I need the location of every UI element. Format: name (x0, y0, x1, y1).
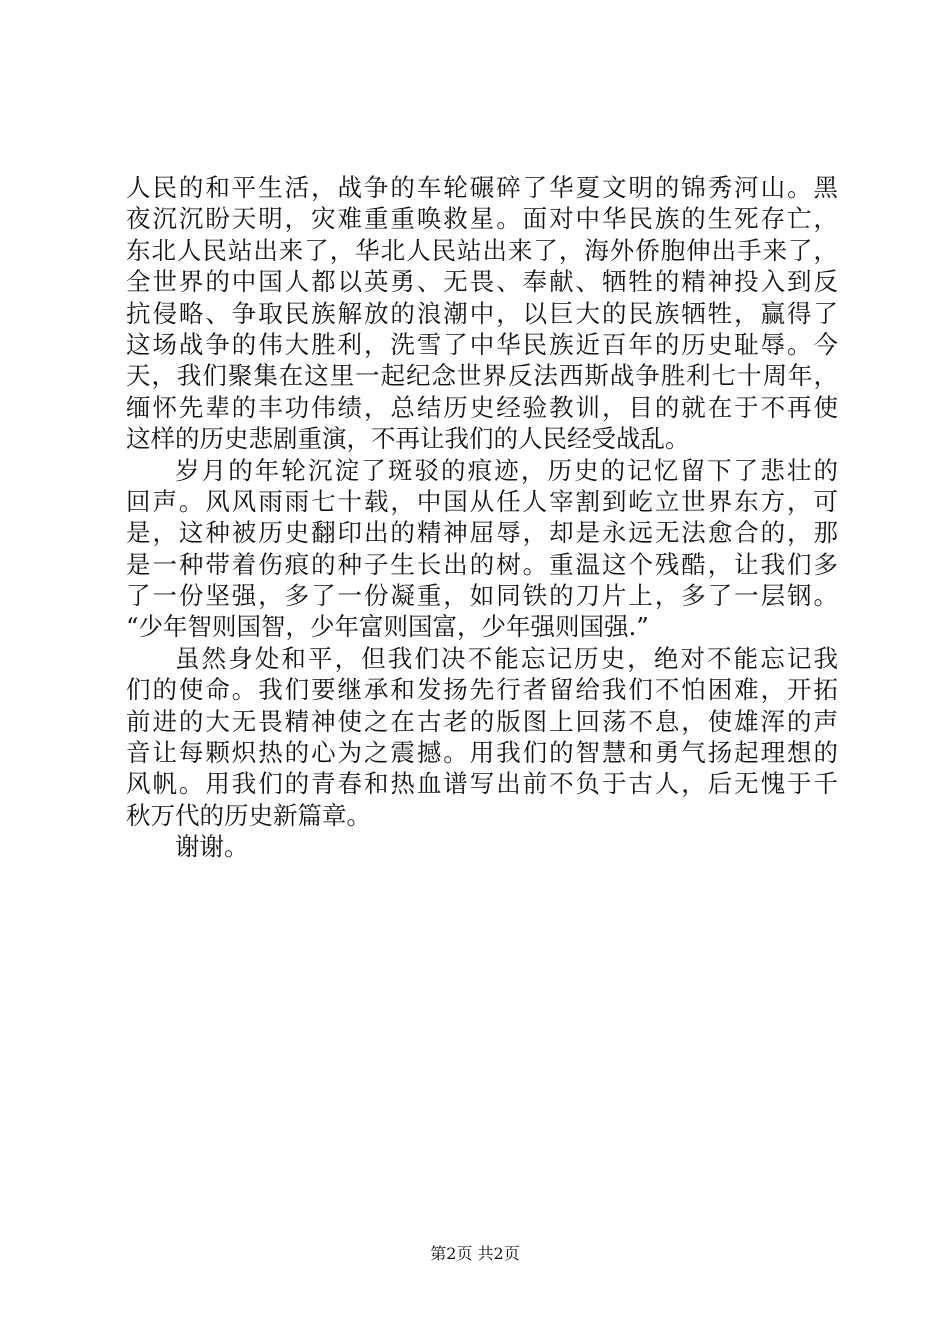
text-line: 秋万代的历史新篇章。 (126, 800, 371, 830)
text-line: “少年智则国智，少年富则国富，少年强则国强.” (126, 612, 649, 642)
text-line: 人民的和平生活，战争的车轮碾碎了华夏文明的锦秀河山。黑 (126, 173, 838, 202)
text-line: 谢谢。 (175, 832, 249, 862)
text-line: 这样的历史悲剧重演，不再让我们的人民经受战乱。 (126, 424, 690, 454)
text-line: 了一份坚强，多了一份凝重，如同铁的刀片上，多了一层钢。 (126, 581, 838, 611)
text-line: 风帆。用我们的青春和热血谱写出前不负于古人，后无愧于千 (126, 769, 838, 799)
paragraph-2 (126, 455, 838, 643)
text-line: 这场战争的伟大胜利，洗雪了中华民族近百年的历史耻辱。今 (126, 329, 838, 359)
text-line: 岁月的年轮沉淀了斑驳的痕迹，历史的记忆留下了悲壮的 (175, 455, 838, 485)
text-line: 夜沉沉盼天明，灾难重重唤救星。面对中华民族的生死存亡， (126, 204, 838, 234)
text-line: 音让每颗炽热的心为之震撼。用我们的智慧和勇气扬起理想的 (126, 738, 838, 768)
text-line: 们的使命。我们要继承和发扬先行者留给我们不怕困难，开拓 (126, 675, 838, 705)
page-indicator: 第2页 共2页 (430, 1244, 520, 1263)
text-line: 回声。风风雨雨七十载，中国从任人宰割到屹立世界东方，可 (126, 486, 838, 516)
text-line: 是，这种被历史翻印出的精神屈辱，却是永远无法愈合的，那 (126, 518, 838, 548)
text-line: 前进的大无畏精神使之在古老的版图上回荡不息，使雄浑的声 (126, 706, 838, 736)
text-line: 东北人民站出来了，华北人民站出来了，海外侨胞伸出手来了， (126, 235, 838, 265)
document-body (126, 172, 838, 863)
text-line: 天，我们聚集在这里一起纪念世界反法西斯战争胜利七十周年， (126, 361, 838, 391)
paragraph-1 (126, 172, 838, 455)
text-line: 虽然身处和平，但我们决不能忘记历史，绝对不能忘记我 (175, 643, 838, 673)
text-line: 全世界的中国人都以英勇、无畏、奉献、牺牲的精神投入到反 (126, 267, 838, 297)
text-line: 缅怀先辈的丰功伟绩，总结历史经验教训，目的就在于不再使 (126, 392, 838, 422)
text-line: 是一种带着伤痕的种子生长出的树。重温这个残酷，让我们多 (126, 549, 838, 579)
text-line: 抗侵略、争取民族解放的浪潮中，以巨大的民族牺牲，赢得了 (126, 298, 838, 328)
paragraph-3 (126, 643, 838, 831)
paragraph-4 (126, 831, 838, 862)
